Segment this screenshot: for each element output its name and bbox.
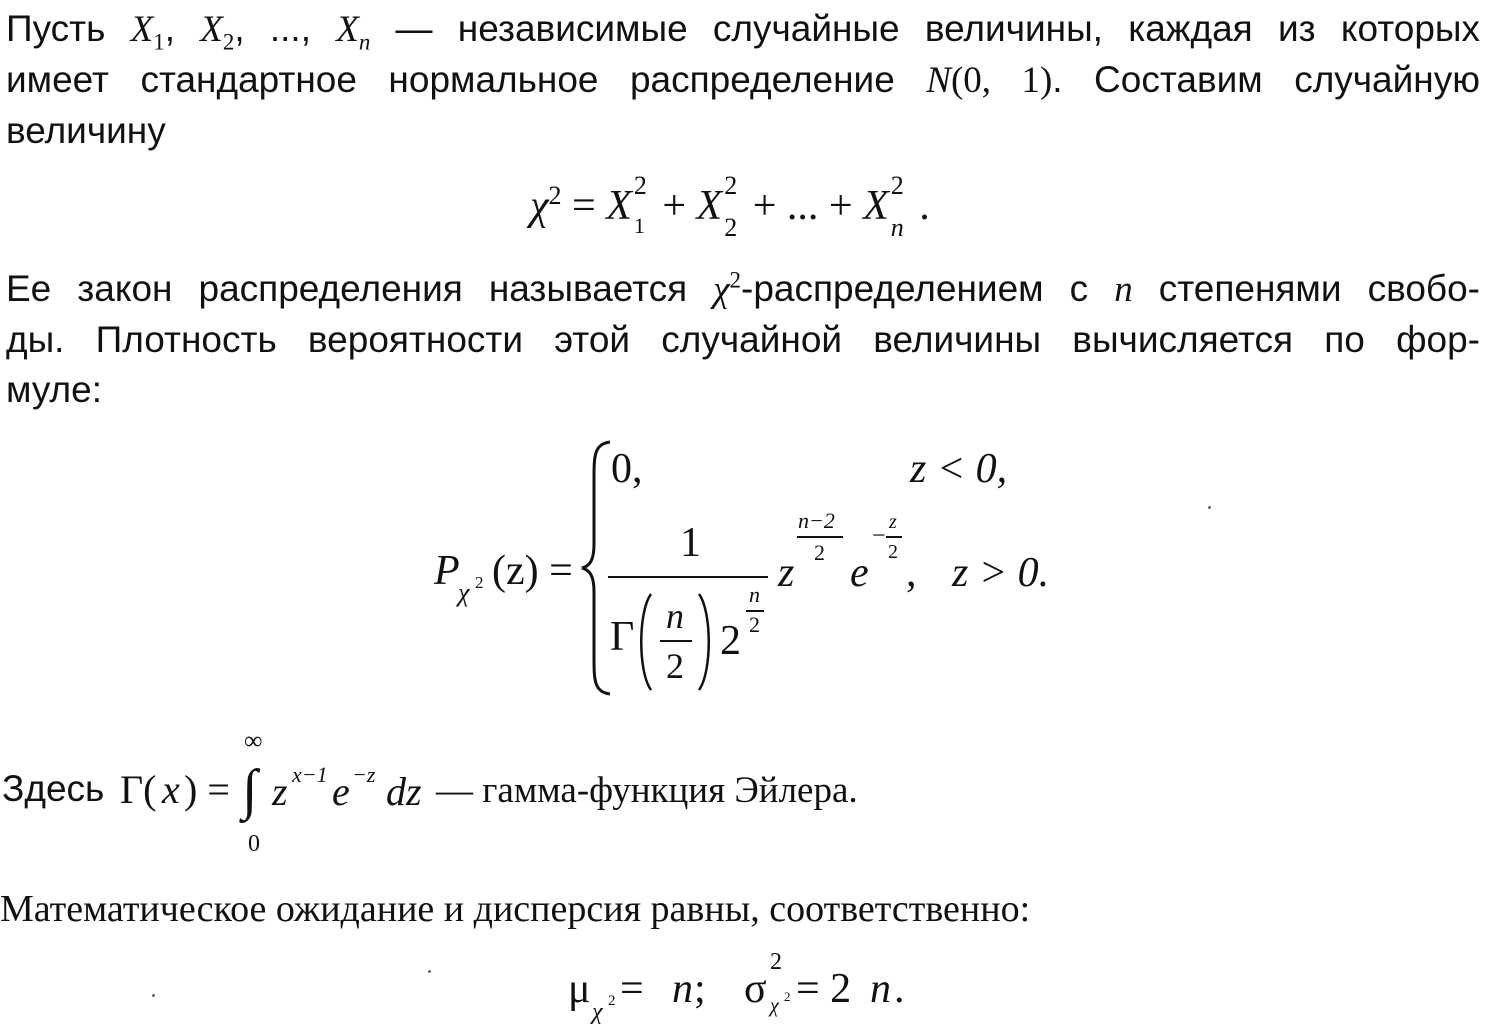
scan-speck <box>1208 506 1211 509</box>
formula-chi-square-sum: $\chi^2 = X$ 2 1 + X 2 2 + ... + X 2 n . <box>530 171 930 242</box>
paragraph-intro-line-1: Пусть $X_1$, $X_2$, ..., $X_n$ — независимые случайные величины, каждая из которых <box>6 8 1480 55</box>
scan-speck <box>428 970 431 973</box>
exponent-fraction-bar <box>746 610 764 612</box>
paragraph-moments: Математическое ожидание и дисперсия равны, соответственно: <box>0 888 1031 930</box>
paragraph-intro-line-3: величину <box>6 110 166 151</box>
paragraph-distribution-line-3: муле: <box>6 369 102 410</box>
left-paren-icon <box>636 592 654 692</box>
paragraph-distribution <box>6 264 1480 415</box>
paragraph-distribution-line-1: Ее закон распределения называется $\chi^2$-распределением с n степенями свобо- <box>6 267 1480 310</box>
paragraph-intro-line-2: имеет стандартное нормальное распределение N(0, 1). Составим случайную <box>6 59 1480 101</box>
paragraph-distribution-line-2: ды. Плотность вероятности этой случайной величины вычисляется по фор- <box>6 319 1480 360</box>
fraction-bar <box>608 576 768 578</box>
right-paren-icon <box>696 592 714 692</box>
formula-moments: μ χ 2 = n ; σ 2 χ 2 = 2 n . <box>568 949 905 1025</box>
e-exponent-fraction-bar <box>886 536 902 538</box>
inner-fraction-bar <box>660 640 692 642</box>
z-exponent-fraction-bar <box>797 536 843 538</box>
scan-speck <box>152 994 155 997</box>
left-brace-icon <box>580 440 614 696</box>
formula-chi-square-density: P χ 2 (z) = 0, z < 0, 1 Γ n 2 2 n 2 z n−2 2 e − z 2 , z > 0. <box>0 0 1498 1029</box>
gamma-function-definition: Здесь Γ( x ) = ∫ ∞ 0 z x−1 e −z dz — гамма-функция Эйлера. <box>2 726 858 857</box>
paragraph-intro <box>6 4 1480 156</box>
